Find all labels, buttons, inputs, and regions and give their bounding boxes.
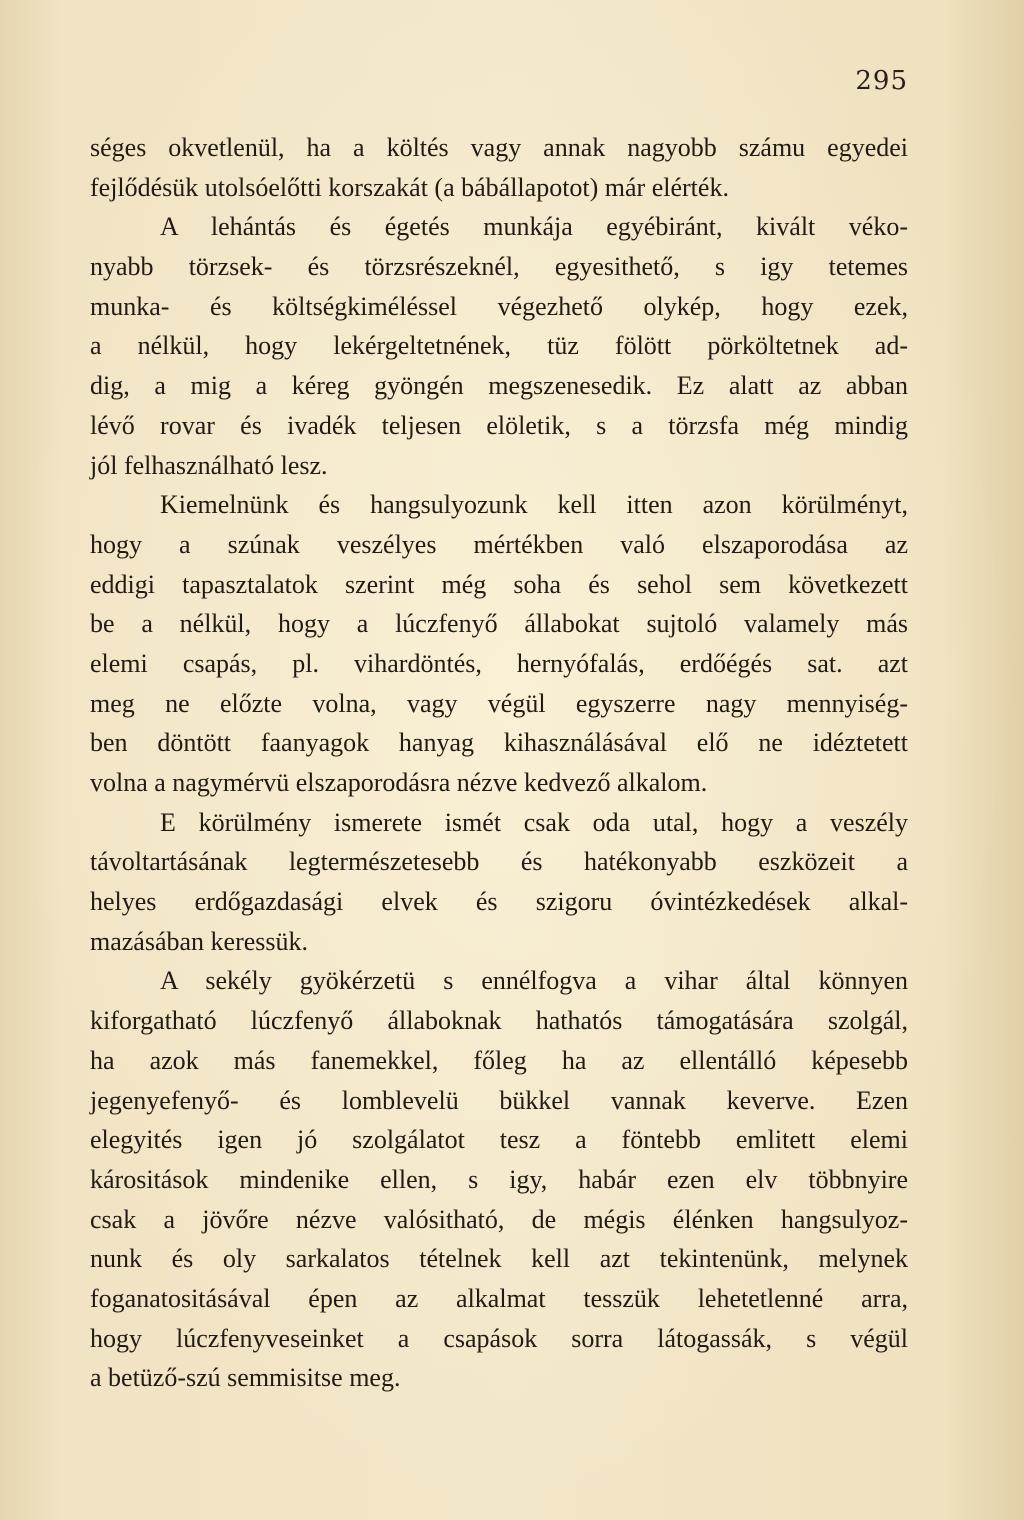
text-line: jól felhasználható lesz. <box>90 450 328 480</box>
text-line: lévő rovar és ivadék teljesen elöletik, s a törzsfa még mindig <box>90 410 908 440</box>
text-line: Kiemelnünk és hangsulyozunk kell itten azon körülményt, <box>160 490 908 520</box>
text-line: kiforgatható lúczfenyő állaboknak hathatós támogatására szolgál, <box>90 1006 908 1036</box>
text-line: A lehántás és égetés munkája egyébiránt, kivált véko- <box>160 212 908 242</box>
text-line: nyabb törzsek- és törzsrészeknél, egyesithető, s igy tetemes <box>90 252 908 282</box>
text-line: séges okvetlenül, ha a költés vagy annak nagyobb számu egyedei <box>90 133 908 162</box>
body-text <box>90 128 908 1398</box>
text-line: hogy lúczfenyveseinket a csapások sorra látogassák, s végül <box>90 1323 908 1353</box>
text-line: ha azok más fanemekkel, főleg ha az ellentálló képesebb <box>90 1045 908 1075</box>
text-line: nunk és oly sarkalatos tételnek kell azt tekintenünk, melynek <box>90 1244 908 1274</box>
text-line: elegyités igen jó szolgálatot tesz a föntebb emlitett elemi <box>90 1125 908 1155</box>
text-line: munka- és költségkiméléssel végezhető olykép, hogy ezek, <box>90 291 908 321</box>
text-line: be a nélkül, hogy a lúczfenyő állabokat sujtoló valamely más <box>90 609 908 639</box>
text-line: a nélkül, hogy lekérgeltetnének, tüz fölött pörköltetnek ad- <box>90 331 908 361</box>
text-line: mazásában keressük. <box>90 926 309 956</box>
text-line: fejlődésük utolsóelőtti korszakát (a bábállapotot) már elérték. <box>90 172 729 202</box>
text-line: a betüző-szú semmisitse meg. <box>90 1363 401 1393</box>
text-line: A sekély gyökérzetü s ennélfogva a vihar által könnyen <box>160 966 908 996</box>
text-line: elemi csapás, pl. vihardöntés, hernyófalás, erdőégés sat. azt <box>90 648 908 678</box>
text-line: csak a jövőre nézve valósitható, de mégis élénken hangsulyoz- <box>90 1204 908 1234</box>
text-line: ben döntött faanyagok hanyag kihasználásával elő ne idéztetett <box>90 728 908 758</box>
text-line: eddigi tapasztalatok szerint még soha és sehol sem következett <box>90 569 908 599</box>
text-line: távoltartásának legtermészetesebb és hatékonyabb eszközeit a <box>90 847 908 877</box>
text-line: meg ne előzte volna, vagy végül egyszerre nagy mennyiség- <box>90 688 908 718</box>
text-line: helyes erdőgazdasági elvek és szigoru óvintézkedések alkal- <box>90 887 908 917</box>
page-number: 295 <box>855 66 908 96</box>
text-line: volna a nagymérvü elszaporodásra nézve kedvező alkalom. <box>90 768 708 797</box>
text-line: dig, a mig a kéreg gyöngén megszenesedik. Ez alatt az abban <box>90 371 908 401</box>
text-line: kárositások mindenike ellen, s igy, habár ezen elv többnyire <box>90 1164 908 1194</box>
text-line: E körülmény ismerete ismét csak oda utal, hogy a veszély <box>160 807 908 837</box>
text-line: jegenyefenyő- és lomblevelü bükkel vannak keverve. Ezen <box>90 1085 908 1115</box>
text-line: hogy a szúnak veszélyes mértékben való elszaporodása az <box>90 529 908 559</box>
text-line: foganatositásával épen az alkalmat tesszük lehetetlenné arra, <box>90 1283 908 1313</box>
